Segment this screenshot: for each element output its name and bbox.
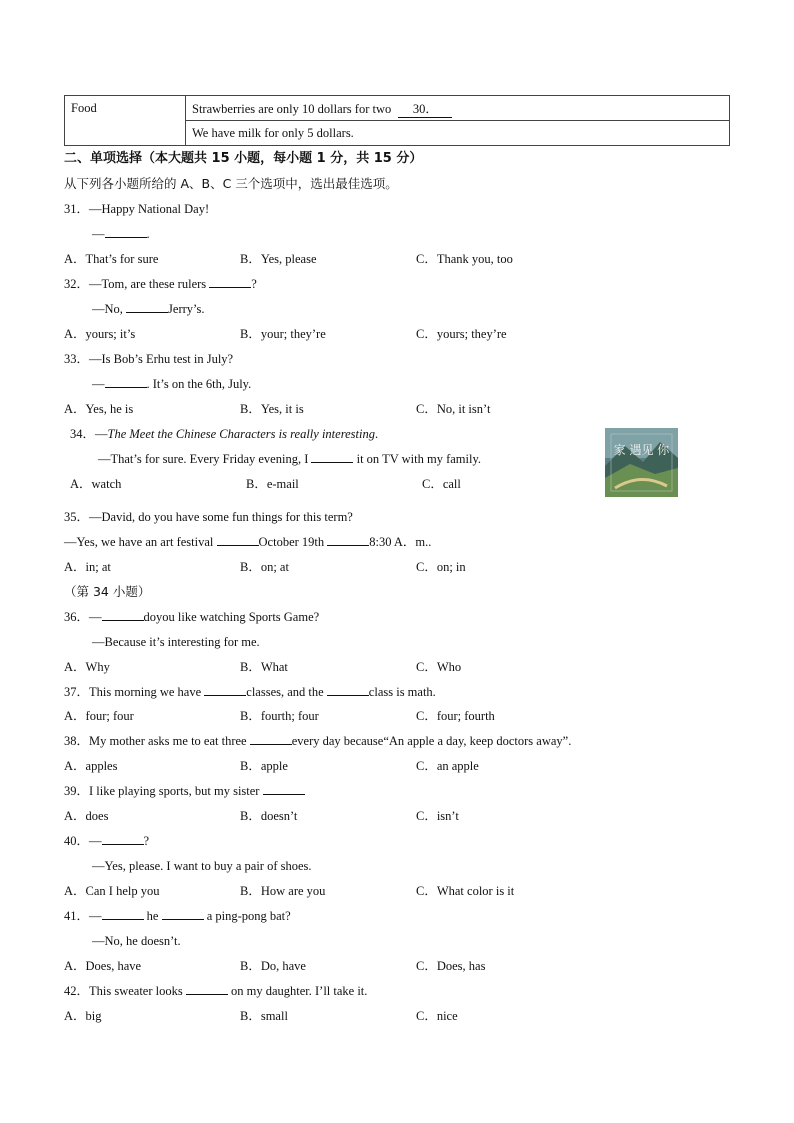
question-36-stem bbox=[64, 608, 319, 626]
option-b: B．Yes, please bbox=[240, 252, 317, 266]
stem-text: 38．My mother asks me to eat three bbox=[64, 734, 247, 748]
stem-end: class is math. bbox=[368, 685, 436, 699]
stem-end: every day because“An apple a day, keep doctors away”. bbox=[291, 734, 572, 748]
poster-image bbox=[605, 428, 678, 497]
option-a: A．Can I help you bbox=[64, 884, 160, 898]
option-a: A．in; at bbox=[64, 560, 111, 574]
option-c: C．on; in bbox=[416, 560, 466, 574]
option-c: C．isn’t bbox=[416, 809, 459, 823]
answer-blank bbox=[102, 608, 144, 621]
food-table bbox=[64, 95, 730, 146]
reply-end: Jerry’s. bbox=[168, 302, 205, 316]
question-41-stem bbox=[64, 907, 291, 925]
reply-text: —Yes, we have an art festival bbox=[64, 535, 214, 549]
answer-blank bbox=[217, 533, 259, 546]
question-38-stem bbox=[64, 732, 571, 750]
option-b: B．doesn’t bbox=[240, 809, 298, 823]
answer-blank bbox=[126, 300, 168, 313]
stem-text: 41．— bbox=[64, 909, 102, 923]
poster-text: 家 遇见 你 bbox=[613, 443, 670, 457]
reply-mid: October 19th bbox=[258, 535, 325, 549]
option-a: A．yours; it’s bbox=[64, 327, 136, 341]
option-b: B．e-mail bbox=[246, 477, 299, 491]
answer-blank bbox=[186, 982, 228, 995]
table-row: We have milk for only 5 dollars. bbox=[186, 121, 730, 146]
option-c: C．No, it isn’t bbox=[416, 402, 491, 416]
reply-end: it on TV with my family. bbox=[356, 452, 482, 466]
question-31-reply bbox=[92, 225, 150, 243]
option-a: A．That’s for sure bbox=[64, 252, 159, 266]
reply-end: 8:30 A．m.. bbox=[369, 535, 432, 549]
option-c: C．nice bbox=[416, 1009, 458, 1023]
option-c: C．an apple bbox=[416, 759, 479, 773]
option-c: C．yours; they’re bbox=[416, 327, 507, 341]
option-b: B．Do, have bbox=[240, 959, 306, 973]
option-a: A．Why bbox=[64, 660, 110, 674]
question-40-stem bbox=[64, 832, 149, 850]
stem-end: . bbox=[374, 427, 379, 441]
option-b: B．How are you bbox=[240, 884, 326, 898]
dash-text: — bbox=[92, 227, 105, 241]
option-b: B．Yes, it is bbox=[240, 402, 304, 416]
option-a: A．Yes, he is bbox=[64, 402, 134, 416]
option-c: C．Does, has bbox=[416, 959, 486, 973]
option-c: C．call bbox=[422, 477, 461, 491]
option-b: B．your; they’re bbox=[240, 327, 326, 341]
option-b: B．small bbox=[240, 1009, 288, 1023]
stem-end: on my daughter. I’ll take it. bbox=[230, 984, 368, 998]
question-39-stem bbox=[64, 782, 305, 800]
answer-blank bbox=[209, 275, 251, 288]
caption-34: （第 34 小题） bbox=[64, 584, 151, 599]
option-a: A．apples bbox=[64, 759, 118, 773]
question-35-stem: 35．—David, do you have some fun things for this term? bbox=[64, 510, 353, 524]
question-33-stem: 33．—Is Bob’s Erhu test in July? bbox=[64, 352, 234, 366]
table-row-text: Strawberries are only 10 dollars for two bbox=[192, 101, 392, 116]
dash-text: — bbox=[92, 377, 105, 391]
answer-blank bbox=[162, 907, 204, 920]
option-b: B．on; at bbox=[240, 560, 289, 574]
stem-text: 32．—Tom, are these rulers bbox=[64, 277, 207, 291]
section-instruction: 从下列各小题所给的 A、B、C 三个选项中，选出最佳选项。 bbox=[64, 176, 398, 191]
title-text: The Meet the Chinese Characters is really interesting bbox=[107, 427, 375, 441]
reply-text: . It’s on the 6th, July. bbox=[146, 377, 252, 391]
answer-blank bbox=[263, 782, 305, 795]
stem-end: doyou like watching Sports Game? bbox=[143, 610, 320, 624]
stem-end: a ping-pong bat? bbox=[206, 909, 291, 923]
stem-text: 36．— bbox=[64, 610, 102, 624]
answer-blank bbox=[327, 683, 369, 696]
table-row bbox=[186, 96, 730, 121]
question-31-stem: 31．—Happy National Day! bbox=[64, 202, 210, 216]
question-41-reply: —No, he doesn’t. bbox=[92, 934, 181, 948]
option-a: A．Does, have bbox=[64, 959, 142, 973]
stem-text: 40．— bbox=[64, 834, 102, 848]
question-35-reply bbox=[64, 533, 431, 551]
answer-blank bbox=[327, 533, 369, 546]
stem-text: 42．This sweater looks bbox=[64, 984, 183, 998]
answer-blank bbox=[105, 375, 147, 388]
question-37-stem bbox=[64, 683, 436, 701]
stem-text: 39．I like playing sports, but my sister bbox=[64, 784, 260, 798]
question-33-reply bbox=[92, 375, 251, 393]
section-heading: 二、单项选择（本大题共 15 小题，每小题 1 分，共 15 分） bbox=[64, 151, 423, 166]
stem-mid: classes, and the bbox=[246, 685, 324, 699]
answer-blank bbox=[311, 450, 353, 463]
reply-text: —That’s for sure. Every Friday evening, I bbox=[98, 452, 309, 466]
answer-blank bbox=[204, 683, 246, 696]
option-a: A．big bbox=[64, 1009, 102, 1023]
reply-text: —No, bbox=[92, 302, 123, 316]
option-c: C．Who bbox=[416, 660, 462, 674]
option-a: A．watch bbox=[70, 477, 122, 491]
answer-blank: 30． bbox=[398, 99, 452, 118]
answer-blank bbox=[102, 832, 144, 845]
option-c: C．four; fourth bbox=[416, 709, 495, 723]
question-32-reply bbox=[92, 300, 204, 318]
option-b: B．fourth; four bbox=[240, 709, 319, 723]
answer-blank bbox=[102, 907, 144, 920]
answer-blank bbox=[250, 732, 292, 745]
stem-text: 34．— bbox=[70, 427, 108, 441]
question-36-reply: —Because it’s interesting for me. bbox=[92, 635, 260, 649]
stem-mid: he bbox=[146, 909, 159, 923]
question-42-stem bbox=[64, 982, 367, 1000]
question-34-stem bbox=[70, 425, 378, 443]
table-label: Food bbox=[65, 96, 186, 146]
option-c: C．Thank you, too bbox=[416, 252, 513, 266]
question-40-reply: —Yes, please. I want to buy a pair of shoes. bbox=[92, 859, 312, 873]
reply-text: . bbox=[146, 227, 150, 241]
option-b: B．What bbox=[240, 660, 288, 674]
option-b: B．apple bbox=[240, 759, 288, 773]
stem-text: 37．This morning we have bbox=[64, 685, 202, 699]
answer-blank bbox=[105, 225, 147, 238]
question-34-reply bbox=[98, 450, 481, 468]
question-32-stem bbox=[64, 275, 257, 293]
stem-end: ? bbox=[143, 834, 150, 848]
option-a: A．does bbox=[64, 809, 109, 823]
option-a: A．four; four bbox=[64, 709, 134, 723]
option-c: C．What color is it bbox=[416, 884, 515, 898]
stem-end: ? bbox=[251, 277, 257, 291]
